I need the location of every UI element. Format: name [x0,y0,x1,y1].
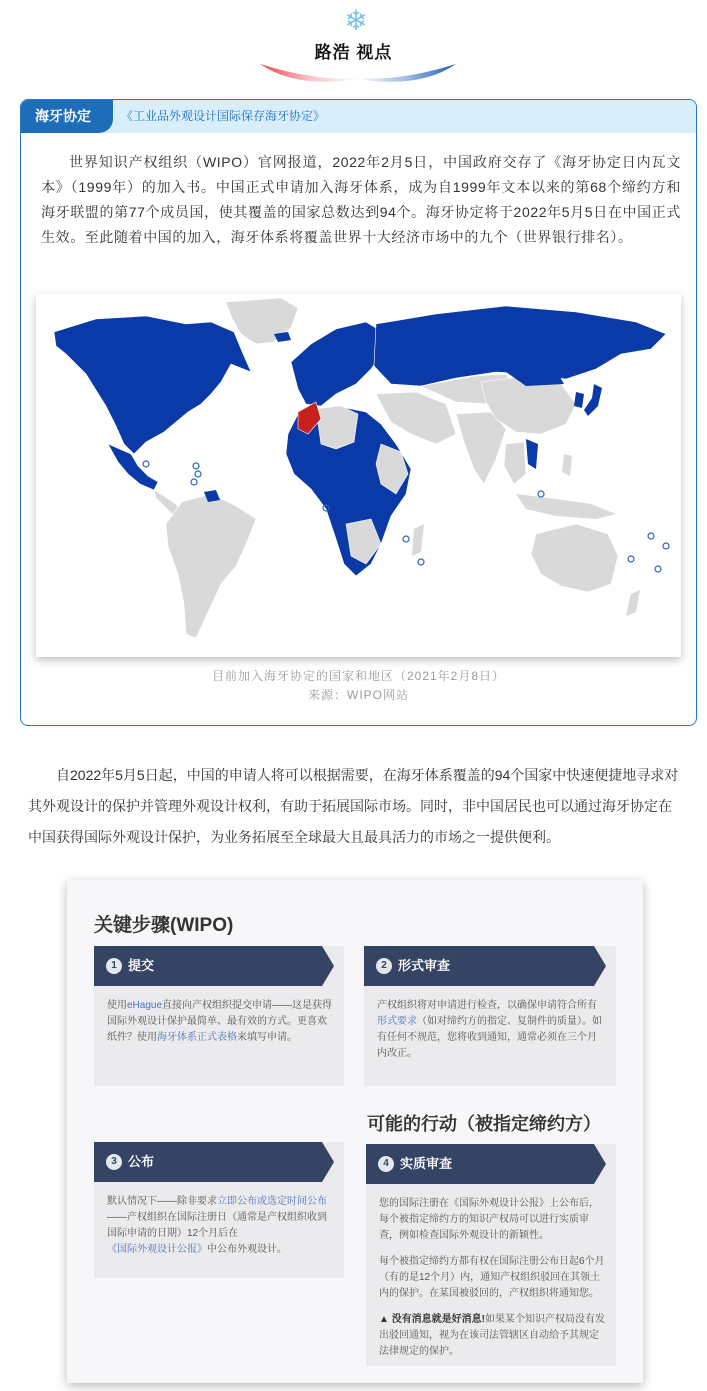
warning-icon: ▲ [379,1314,389,1325]
box-subtitle: 《工业品外观设计国际保存海牙协定》 [121,109,326,123]
hague-agreement-box [20,99,697,726]
box-header [21,100,696,133]
step-body: 默认情况下——除非要求立即公布或选定时间公布——产权组织在国际注册日（通常是产权组织收到国际申请的日期）12个月后在《国际外观设计公报》中公布外观设计。 [107,1196,327,1255]
page-header [0,0,707,95]
step-card-header [364,946,594,986]
step-arrow-icon [594,946,606,986]
warning-label: 没有消息就是好消息! [391,1314,486,1325]
step-number: 2 [376,958,392,974]
map-africa-nonmember-north [316,406,358,449]
step-title: 公布 [128,1154,155,1169]
header-title: 路浩 视点 [314,43,393,62]
step-card-formal-exam [364,946,616,1086]
step-card-header [94,1142,322,1182]
step-arrow-icon [322,946,334,986]
ehague-link[interactable]: eHague [127,1000,163,1011]
step-title: 提交 [128,958,155,973]
step-body: 产权组织将对申请进行检查，以确保申请符合所有形式要求（如对缔约方的指定、复制件的质量）。如有任何不规范，您将收到通知，通常必须在三个月内改正。 [377,1000,602,1059]
step-card-submit [94,946,344,1086]
body-paragraph: 自2022年5月5日起，中国的申请人将可以根据需要，在海牙体系覆盖的94个国家中快速便捷地寻求对其外观设计的保护并管理外观设计权利，有助于拓展国际市场。同时，非中国居民也可以通过海牙协定在中国获得国际外观设计保护，为业务拓展至全球最大且最具活力的市场之一提供便利。 [28,767,679,845]
step-card-substantive-exam [366,1144,616,1366]
step-body-p2: 每个被指定缔约方都有权在国际注册公布日起6个月（有的是12个月）内，通知产权组织驳回在其领土内的保护。在某国被驳回的，产权组织将通知您。 [379,1256,605,1299]
step-card-publication [94,1142,344,1278]
official-forms-link[interactable]: 海牙体系正式表格 [157,1032,237,1043]
step-arrow-icon [594,1144,606,1184]
steps-title: 关键步骤(WIPO) [94,915,234,936]
step-body-p1: 您的国际注册在《国际外观设计公报》上公布后，每个被指定缔约方的知识产权局可以进行实质审查，例如检查国际外观设计的新颖性。 [379,1198,599,1241]
box-tag: 海牙协定 [21,100,113,133]
step-arrow-icon [322,1142,334,1182]
snowflake-icon: ❄ [344,4,368,37]
step-card-header [366,1144,594,1184]
header-swoosh-decoration [258,60,458,88]
publication-timing-link[interactable]: 立即公布或选定时间公布 [217,1196,327,1207]
step-number: 1 [106,958,122,974]
step-body-p3: ▲ 没有消息就是好消息!如果某个知识产权局没有发出驳回通知，视为在该司法管辖区自动给予其规定法律规定的保护。 [379,1314,606,1357]
formal-requirements-link[interactable]: 形式要求 [377,1016,417,1027]
map-source: 来源：WIPO网站 [308,688,409,702]
intro-paragraph: 世界知识产权组织（WIPO）官网报道，2022年2月5日，中国政府交存了《海牙协定日内瓦文本》（1999年）的加入书。中国正式申请加入海牙体系，成为自1999年文本以来的第68个缔约方和海牙联盟的第77个成员国，使其覆盖的国家总数达到94个。海牙协定将于2022年5月5日在中国正式生效。至此随着中国的加入，海牙体系将覆盖世界十大经济市场中的九个（世界银行排名）。 [41,154,681,245]
key-steps-graphic [67,880,643,1383]
bulletin-link[interactable]: 《国际外观设计公报》 [107,1244,207,1255]
world-map-svg [36,294,681,657]
map-caption: 目前加入海牙协定的国家和地区（2021年2月8日） [211,669,506,683]
step-body [379,1196,606,1370]
step-title: 实质审查 [400,1156,453,1171]
step-body: 使用eHague直接向产权组织提交申请——这是获得国际外观设计保护最简单、最有效的方式。更喜欢纸件？使用海牙体系正式表格来填写申请。 [107,1000,333,1043]
step-title: 形式审查 [398,958,451,973]
world-map [36,294,681,657]
step-number: 4 [378,1156,394,1172]
step-number: 3 [106,1154,122,1170]
step-card-header [94,946,322,986]
steps-title-possible-actions: 可能的行动（被指定缔约方） [367,1114,601,1134]
